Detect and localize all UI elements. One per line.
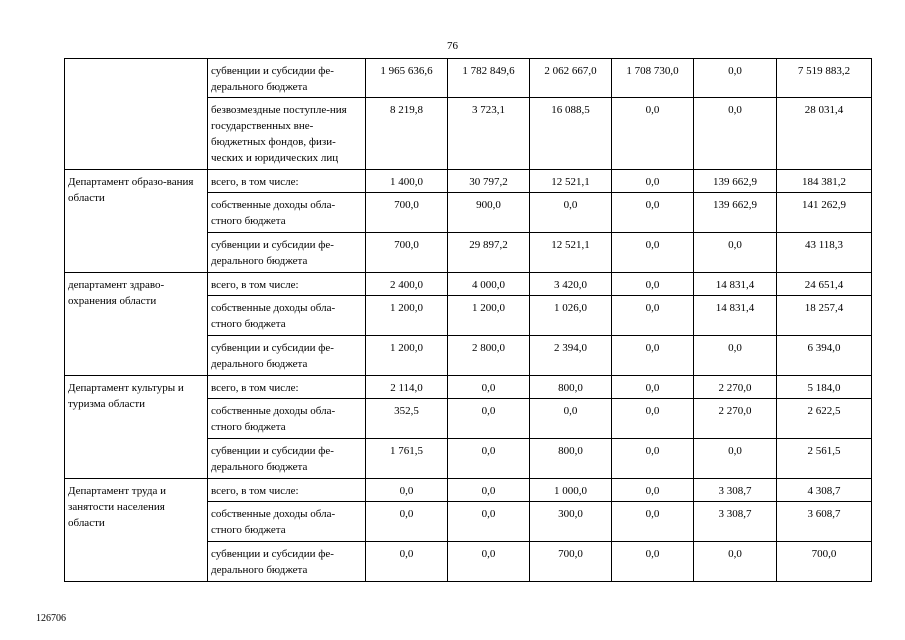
value-cell: 0,0 bbox=[530, 399, 612, 439]
table-row bbox=[65, 59, 872, 98]
department-cell: Департамент культуры и туризма области bbox=[65, 376, 208, 479]
value-cell: 1 708 730,0 bbox=[612, 59, 694, 98]
value-cell: 900,0 bbox=[448, 193, 530, 233]
value-cell: 0,0 bbox=[612, 193, 694, 233]
total-cell: 2 561,5 bbox=[777, 439, 872, 479]
value-cell: 0,0 bbox=[612, 399, 694, 439]
total-cell: 5 184,0 bbox=[777, 376, 872, 399]
value-cell: 700,0 bbox=[530, 542, 612, 582]
department-cell bbox=[65, 59, 208, 170]
value-cell: 30 797,2 bbox=[448, 170, 530, 193]
total-cell: 700,0 bbox=[777, 542, 872, 582]
total-cell: 2 622,5 bbox=[777, 399, 872, 439]
value-cell: 2 800,0 bbox=[448, 336, 530, 376]
value-cell: 3 723,1 bbox=[448, 98, 530, 170]
value-cell: 1 200,0 bbox=[366, 296, 448, 336]
value-cell: 352,5 bbox=[366, 399, 448, 439]
value-cell: 0,0 bbox=[612, 479, 694, 502]
value-cell: 0,0 bbox=[448, 542, 530, 582]
value-cell: 14 831,4 bbox=[694, 296, 777, 336]
value-cell: 1 400,0 bbox=[366, 170, 448, 193]
value-cell: 0,0 bbox=[694, 59, 777, 98]
value-cell: 3 308,7 bbox=[694, 479, 777, 502]
funding-source-cell: субвенции и субсидии фе-дерального бюджета bbox=[208, 542, 366, 582]
value-cell: 0,0 bbox=[366, 502, 448, 542]
funding-source-cell: собственные доходы обла-стного бюджета bbox=[208, 193, 366, 233]
value-cell: 0,0 bbox=[612, 273, 694, 296]
table-row bbox=[65, 273, 872, 296]
value-cell: 0,0 bbox=[694, 439, 777, 479]
value-cell: 2 270,0 bbox=[694, 399, 777, 439]
value-cell: 0,0 bbox=[612, 542, 694, 582]
funding-source-cell: всего, в том числе: bbox=[208, 273, 366, 296]
table-row bbox=[65, 376, 872, 399]
value-cell: 1 782 849,6 bbox=[448, 59, 530, 98]
total-cell: 7 519 883,2 bbox=[777, 59, 872, 98]
table-row bbox=[65, 479, 872, 502]
value-cell: 0,0 bbox=[612, 98, 694, 170]
value-cell: 1 200,0 bbox=[366, 336, 448, 376]
value-cell: 0,0 bbox=[448, 439, 530, 479]
value-cell: 0,0 bbox=[612, 376, 694, 399]
value-cell: 4 000,0 bbox=[448, 273, 530, 296]
value-cell: 2 270,0 bbox=[694, 376, 777, 399]
value-cell: 0,0 bbox=[694, 233, 777, 273]
value-cell: 800,0 bbox=[530, 439, 612, 479]
value-cell: 0,0 bbox=[530, 193, 612, 233]
value-cell: 12 521,1 bbox=[530, 233, 612, 273]
value-cell: 1 200,0 bbox=[448, 296, 530, 336]
page-number: 76 bbox=[447, 40, 458, 52]
funding-source-cell: всего, в том числе: bbox=[208, 170, 366, 193]
total-cell: 184 381,2 bbox=[777, 170, 872, 193]
value-cell: 0,0 bbox=[448, 479, 530, 502]
value-cell: 2 062 667,0 bbox=[530, 59, 612, 98]
value-cell: 12 521,1 bbox=[530, 170, 612, 193]
value-cell: 1 000,0 bbox=[530, 479, 612, 502]
value-cell: 1 026,0 bbox=[530, 296, 612, 336]
funding-source-cell: субвенции и субсидии фе-дерального бюджета bbox=[208, 336, 366, 376]
value-cell: 2 400,0 bbox=[366, 273, 448, 296]
funding-source-cell: всего, в том числе: bbox=[208, 376, 366, 399]
value-cell: 0,0 bbox=[448, 399, 530, 439]
total-cell: 18 257,4 bbox=[777, 296, 872, 336]
total-cell: 3 608,7 bbox=[777, 502, 872, 542]
value-cell: 1 965 636,6 bbox=[366, 59, 448, 98]
value-cell: 16 088,5 bbox=[530, 98, 612, 170]
total-cell: 6 394,0 bbox=[777, 336, 872, 376]
value-cell: 700,0 bbox=[366, 233, 448, 273]
total-cell: 24 651,4 bbox=[777, 273, 872, 296]
value-cell: 14 831,4 bbox=[694, 273, 777, 296]
table-row bbox=[65, 170, 872, 193]
value-cell: 0,0 bbox=[448, 502, 530, 542]
value-cell: 0,0 bbox=[694, 336, 777, 376]
funding-source-cell: всего, в том числе: bbox=[208, 479, 366, 502]
value-cell: 700,0 bbox=[366, 193, 448, 233]
total-cell: 28 031,4 bbox=[777, 98, 872, 170]
funding-source-cell: собственные доходы обла-стного бюджета bbox=[208, 399, 366, 439]
value-cell: 3 420,0 bbox=[530, 273, 612, 296]
funding-source-cell: субвенции и субсидии фе-дерального бюджета bbox=[208, 439, 366, 479]
value-cell: 0,0 bbox=[612, 170, 694, 193]
value-cell: 0,0 bbox=[366, 542, 448, 582]
value-cell: 0,0 bbox=[612, 439, 694, 479]
value-cell: 0,0 bbox=[612, 502, 694, 542]
value-cell: 3 308,7 bbox=[694, 502, 777, 542]
department-cell: Департамент образо-вания области bbox=[65, 170, 208, 273]
value-cell: 800,0 bbox=[530, 376, 612, 399]
value-cell: 8 219,8 bbox=[366, 98, 448, 170]
value-cell: 0,0 bbox=[448, 376, 530, 399]
total-cell: 4 308,7 bbox=[777, 479, 872, 502]
value-cell: 0,0 bbox=[612, 296, 694, 336]
value-cell: 0,0 bbox=[694, 542, 777, 582]
funding-source-cell: собственные доходы обла-стного бюджета bbox=[208, 502, 366, 542]
value-cell: 0,0 bbox=[366, 479, 448, 502]
department-cell: Департамент труда и занятости населения области bbox=[65, 479, 208, 582]
funding-source-cell: субвенции и субсидии фе-дерального бюджета bbox=[208, 233, 366, 273]
value-cell: 300,0 bbox=[530, 502, 612, 542]
funding-source-cell: субвенции и субсидии фе-дерального бюджета bbox=[208, 59, 366, 98]
value-cell: 139 662,9 bbox=[694, 193, 777, 233]
value-cell: 0,0 bbox=[694, 98, 777, 170]
department-cell: департамент здраво-охранения области bbox=[65, 273, 208, 376]
value-cell: 2 114,0 bbox=[366, 376, 448, 399]
document-code: 126706 bbox=[36, 613, 66, 624]
value-cell: 1 761,5 bbox=[366, 439, 448, 479]
value-cell: 2 394,0 bbox=[530, 336, 612, 376]
value-cell: 139 662,9 bbox=[694, 170, 777, 193]
budget-table bbox=[64, 58, 872, 582]
funding-source-cell: безвозмездные поступле-ния государственных вне-бюджетных фондов, физи-ческих и юридических лиц bbox=[208, 98, 366, 170]
funding-source-cell: собственные доходы обла-стного бюджета bbox=[208, 296, 366, 336]
total-cell: 43 118,3 bbox=[777, 233, 872, 273]
value-cell: 0,0 bbox=[612, 336, 694, 376]
value-cell: 0,0 bbox=[612, 233, 694, 273]
value-cell: 29 897,2 bbox=[448, 233, 530, 273]
total-cell: 141 262,9 bbox=[777, 193, 872, 233]
